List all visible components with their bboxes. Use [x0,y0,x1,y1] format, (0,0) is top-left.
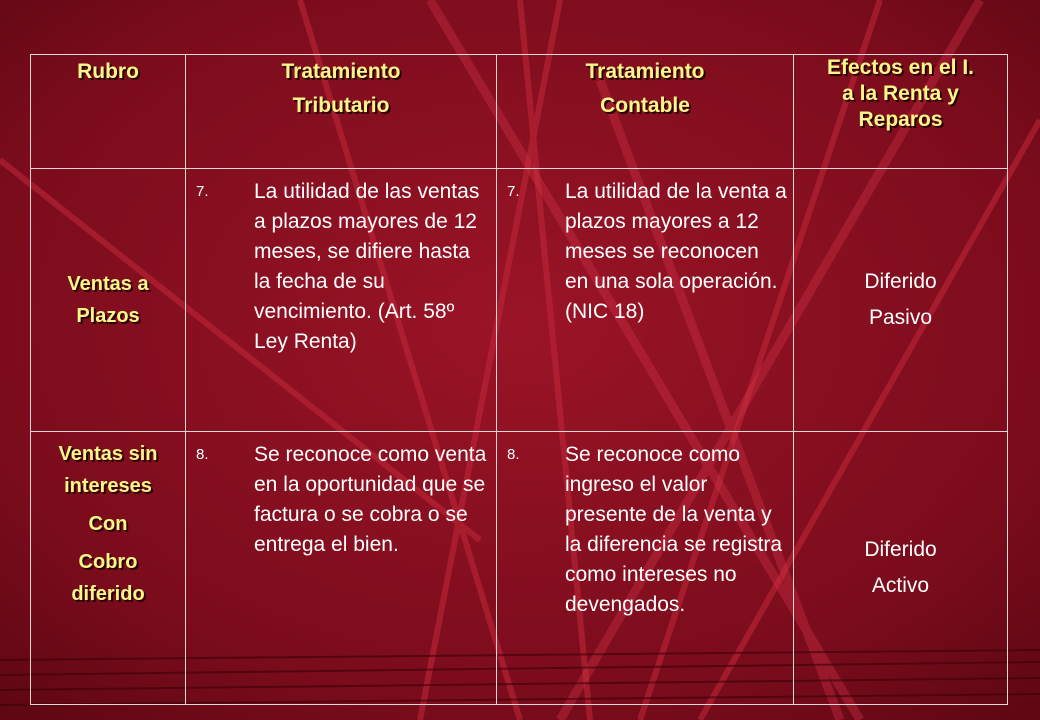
item-text: Se reconoce como ingreso el valor presente de la venta y la diferencia se registra como intereses no devengados. [565,443,783,616]
item-number: 7. [507,183,520,200]
efecto-line: Pasivo [868,306,933,329]
header-tributario-line-2: Tributario [292,94,390,117]
contable-cell [497,432,794,705]
item-text: Se reconoce como venta en la oportunidad que se factura o se cobra o se entrega el bien. [254,443,487,556]
item-number: 8. [507,446,520,463]
efecto-line: Diferido [864,538,937,561]
header-efectos [794,55,1008,169]
item-text: La utilidad de la venta a plazos mayores a 12 meses se reconocen en una sola operación. (NIC 18) [565,180,787,323]
item-number: 7. [196,183,209,200]
item-number: 8. [196,446,209,463]
header-efectos-line-3: Reparos [858,108,943,131]
efectos-cell [794,432,1008,705]
header-row [31,55,1008,169]
rubro-line: diferido [71,583,145,605]
efecto-line: Activo [871,574,930,597]
header-efectos-line-1: Efectos en el I. [826,56,975,79]
rubro-line: Ventas a [67,273,149,295]
rubro-line: Plazos [76,305,140,327]
header-rubro [31,55,186,169]
header-tributario-line-1: Tratamiento [281,60,401,83]
rubro-cell [31,169,186,432]
header-tributario [186,55,497,169]
header-rubro-text: Rubro [77,60,139,83]
header-efectos-line-2: a la Renta y [842,82,959,105]
efectos-cell [794,169,1008,432]
efecto-line: Diferido [864,270,937,293]
table-row-ventas-sin-intereses [31,432,1008,705]
comparison-table [30,54,1008,705]
rubro-line: Con [88,513,128,535]
rubro-line: Ventas sin [58,443,158,465]
tributario-cell [186,169,497,432]
item-text: La utilidad de las ventas a plazos mayores de 12 meses, se difiere hasta la fecha de su vencimiento. (Art. 58º Ley Renta) [254,180,480,353]
header-contable-line-1: Tratamiento [585,60,705,83]
header-contable-line-2: Contable [600,94,690,117]
rubro-cell [31,432,186,705]
rubro-line: Cobro [78,551,138,573]
contable-cell [497,169,794,432]
table-row-ventas-plazos [31,169,1008,432]
header-contable [497,55,794,169]
tributario-cell [186,432,497,705]
rubro-line: intereses [64,475,152,497]
